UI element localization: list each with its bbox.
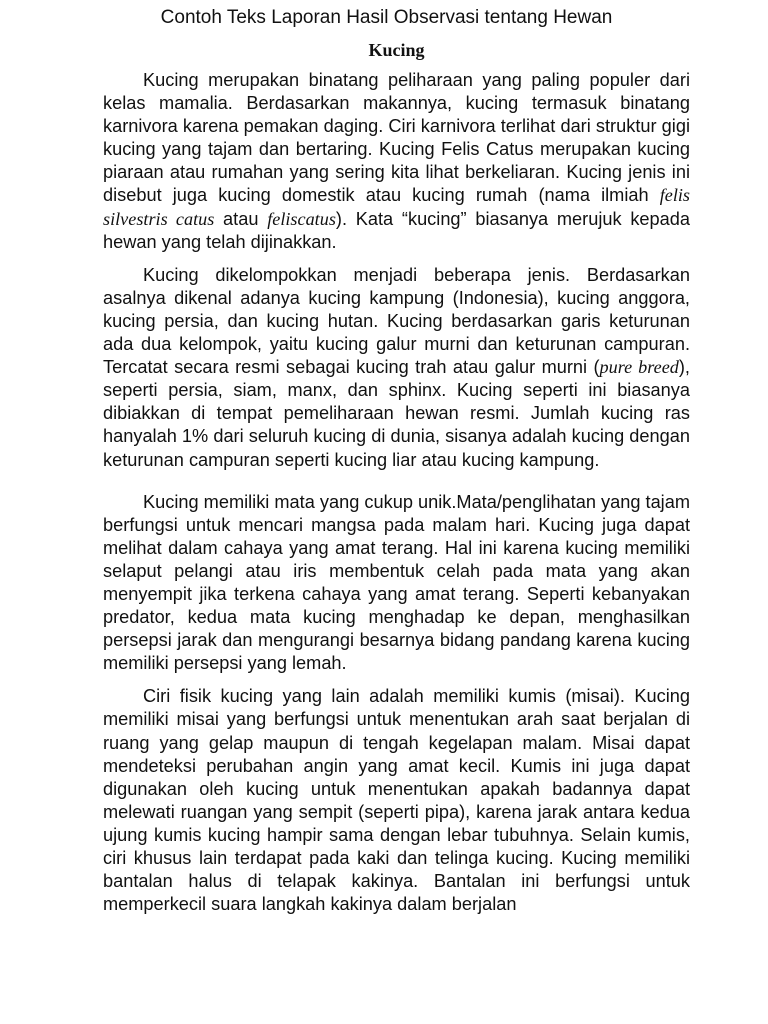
article-title: Kucing	[368, 40, 425, 60]
paragraph-2-text-b: ), seperti persia, siam, manx, dan sphinx. Kucing seperti ini biasanya dibiakkan di tempat pemeliharaan hewan resmi. Jumlah kucing ras hanyalah 1% dari seluruh kucing di dunia, sisanya adalah kucing dengan keturunan campuran seperti kucing liar atau kucing kampung.	[103, 357, 690, 470]
paragraph-1-text-a: Kucing merupakan binatang peliharaan yang paling populer dari kelas mamalia. Berdasarkan makannya, kucing termasuk binatang karnivora karena pemakan daging. Ciri karnivora terlihat dari struktur gigi kucing yang tajam dan bertaring. Kucing Felis Catus merupakan kucing piaraan atau rumahan yang sering kita lihat berkeliaran. Kucing jenis ini disebut juga kucing domestik atau kucing rumah (nama ilmiah	[103, 70, 690, 206]
document-heading: Contoh Teks Laporan Hasil Observasi tentang Hewan	[160, 7, 613, 28]
paragraph-1	[103, 69, 690, 254]
scientific-name-feliscatus: feliscatus	[267, 208, 336, 229]
paragraph-1-text-c: ). Kata “kucing” biasanya merujuk kepada hewan yang telah dijinakkan.	[103, 208, 690, 252]
paragraph-2-text-a: Kucing dikelompokkan menjadi beberapa jenis. Berdasarkan asalnya dikenal adanya kucing kampung (Indonesia), kucing anggora, kucing persia, dan kucing hutan. Kucing berdasarkan garis keturunan ada dua kelompok, yaitu kucing galur murni dan keturunan campuran. Tercatat secara resmi sebagai kucing trah atau galur murni (	[103, 264, 690, 378]
term-pure-breed: pure breed	[599, 357, 679, 378]
paragraph-4: Ciri fisik kucing yang lain adalah memiliki kumis (misai). Kucing memiliki misai yang berfungsi untuk menentukan arah saat berjalan di ruang yang gelap maupun di tengah kegelapan malam. Misai dapat mendeteksi perubahan angin yang amat kecil. Kumis ini juga dapat digunakan oleh kucing untuk menentukan apakah badannya dapat melewati ruangan yang sempit (seperti pipa), karena jarak antara kedua ujung kumis kucing hampir sama dengan lebar tubuhnya. Selain kumis, ciri khusus lain terdapat pada kaki dan telinga kucing. Kucing memiliki bantalan halus di telapak kakinya. Bantalan ini berfungsi untuk memperkecil suara langkah kakinya dalam berjalan	[103, 686, 690, 915]
paragraph-1-text-b: atau	[214, 208, 268, 229]
paragraph-3: Kucing memiliki mata yang cukup unik.Mata/penglihatan yang tajam berfungsi untuk mencari mangsa pada malam hari. Kucing juga dapat melihat dalam cahaya yang amat terang. Hal ini karena kucing memiliki selaput pelangi atau iris membentuk celah pada mata yang akan menyempit jika terkena cahaya yang amat terang. Seperti kebanyakan predator, kedua mata kucing menghadap ke depan, menghasilkan persepsi jarak dan mengurangi besarnya bidang pandang karena kucing memiliki persepsi yang lemah.	[103, 491, 690, 674]
scientific-name-felis-silvestris-catus: felis silvestris catus	[103, 185, 690, 229]
paragraph-2	[103, 264, 690, 472]
